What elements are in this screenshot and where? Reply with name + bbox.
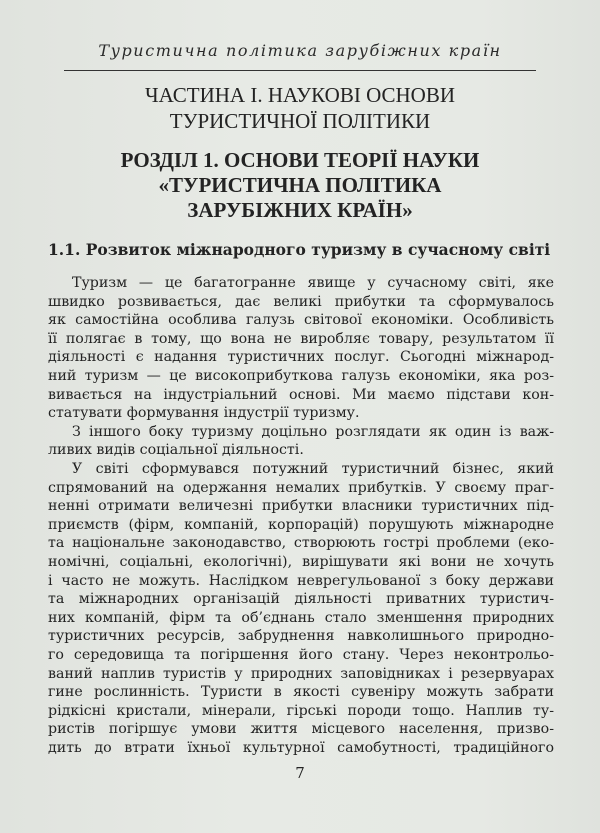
header-rule	[64, 70, 536, 71]
text-line: них компаній, фірм та об’єднань стало зменшення природних	[48, 609, 554, 626]
text-line: го середовища та погіршення його стану. Через неконтрольо-	[48, 647, 554, 663]
text-line: У світі сформувався потужний туристичний бізнес, який	[72, 461, 554, 477]
part-title	[60, 82, 540, 134]
text-line: швидко розвивається, дає великі прибутки та сформувалось	[48, 293, 554, 310]
text-line: та національне законодавство, створюють гострі проблеми (еко-	[48, 535, 554, 552]
text-line: діяльності є надання туристичних послуг. Сьогодні міжнарод-	[48, 349, 554, 366]
text-line: і часто не можуть. Наслідком неврегульованої з боку держави	[48, 572, 554, 589]
text-line: ваний наплив туристів у природних заповідниках і резервуарах	[48, 665, 554, 682]
text-line: рідкісні кристали, мінерали, гірські породи тощо. Наплив ту-	[48, 702, 554, 719]
text-line: номічні, соціальні, екологічні), вирішувати які вони не хочуть	[48, 554, 554, 570]
text-line: туристичних ресурсів, забруднення навколишнього природно-	[48, 628, 554, 645]
chapter-title-line: РОЗДІЛ 1. ОСНОВИ ТЕОРІЇ НАУКИ	[120, 148, 480, 172]
text-line: ливих видів соціальної діяльності.	[48, 442, 304, 459]
page-number: 7	[295, 764, 305, 782]
text-line: вивається на індустріальний основі. Ми маємо підстави кон-	[48, 386, 554, 403]
text-line: та міжнародних організацій діяльності приватних туристич-	[48, 591, 554, 608]
text-line: статувати формування індустрії туризму.	[48, 405, 360, 422]
text-line: ненні отримати величезні прибутки власники туристичних під-	[48, 498, 554, 515]
text-line: дить до втрати їхньої культурної самобутності, традиційного	[48, 740, 554, 756]
text-line: Туризм — це багатогранне явище у сучасному світі, яке	[72, 275, 554, 291]
running-header: Туристична політика зарубіжних країн	[98, 41, 502, 60]
text-line: спрямований на одержання немалих прибутків. У своєму праг-	[48, 479, 554, 496]
text-line: ристів погіршує умови життя місцевого населення, призво-	[48, 721, 554, 738]
part-title-line: ТУРИСТИЧНОЇ ПОЛІТИКИ	[169, 109, 431, 133]
text-line: З іншого боку туризму доцільно розглядати як один із важ-	[72, 423, 554, 440]
chapter-title-line: «ТУРИСТИЧНА ПОЛІТИКА	[158, 173, 442, 197]
part-title-line: ЧАСТИНА І. НАУКОВІ ОСНОВИ	[144, 83, 456, 107]
chapter-title-line: ЗАРУБІЖНИХ КРАЇН»	[187, 198, 413, 222]
text-line: гине рослинність. Туристи в якості сувеніру можуть забрати	[48, 684, 554, 701]
text-line: ний туризм — це високоприбуткова галузь економіки, яка роз-	[48, 368, 554, 384]
text-line: її полягає в тому, що вона не виробляє товару, результатом її	[48, 330, 554, 347]
text-line: як самостійна особлива галузь світової економіки. Особливість	[48, 312, 554, 329]
chapter-title	[60, 148, 540, 223]
text-line: приємств (фірм, компаній, корпорацій) порушують міжнародне	[48, 516, 554, 533]
section-title: 1.1. Розвиток міжнародного туризму в сучасному світі	[48, 240, 551, 259]
